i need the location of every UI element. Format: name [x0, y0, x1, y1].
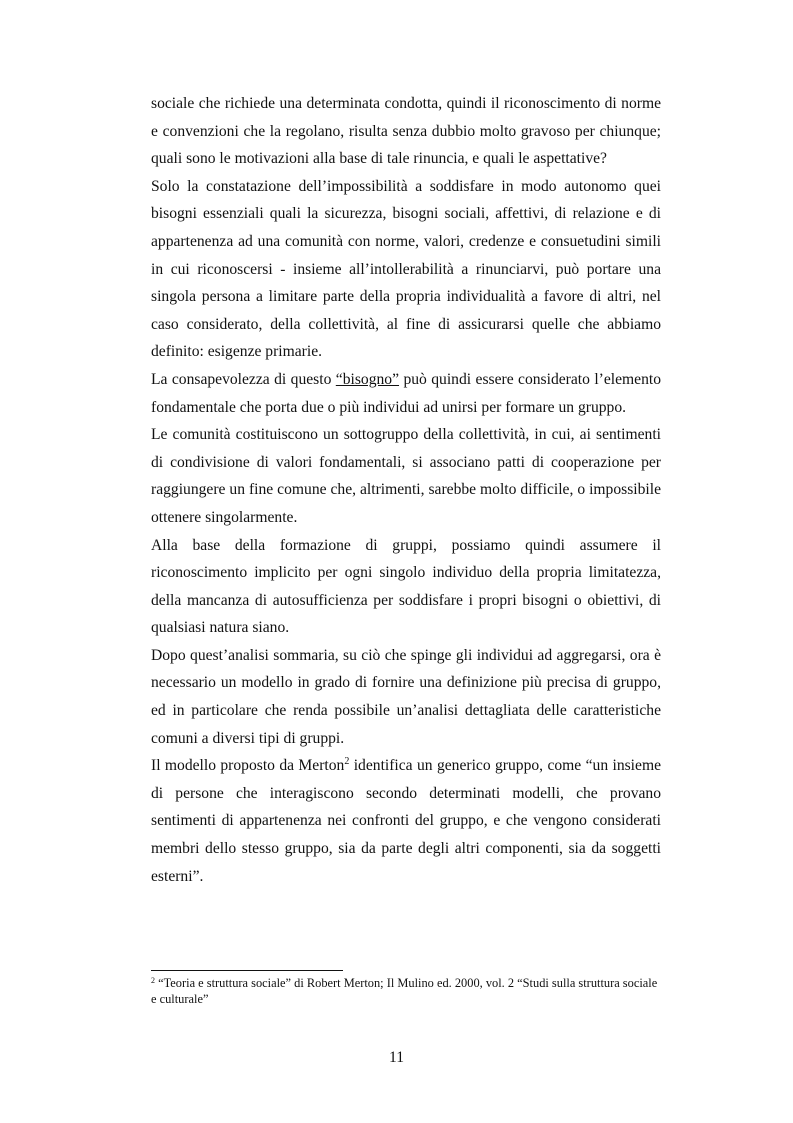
paragraph-3-start: La consapevolezza di questo [151, 370, 336, 388]
paragraph-6: Dopo quest’analisi sommaria, su ciò che spinge gli individui ad aggregarsi, ora è necessario un modello in grado di fornire una definizione più precisa di gruppo, ed in particolare che renda possibile un’analisi dettagliata delle caratteristiche comuni a diversi tipi di gruppi. [151, 646, 661, 747]
paragraph-2: Solo la constatazione dell’impossibilità a soddisfare in modo autonomo quei bisogni essenziali quali la sicurezza, bisogni sociali, affettivi, di relazione e di appartenenza ad una comunità con norme, valori, credenze e consuetudini simili in cui riconoscersi - insieme all’intollerabilità a rinunciarvi, può portare una singola persona a limitare parte della propria individualità a favore di altri, nel caso considerato, della collettività, al fine di assicurarsi quelle che abbiamo definito: esigenze primarie. [151, 177, 661, 361]
paragraph-4: Le comunità costituiscono un sottogruppo della collettività, in cui, ai sentimenti di condivisione di valori fondamentali, si associano patti di cooperazione per raggiungere un fine comune che, altrimenti, sarebbe molto difficile, o impossibile ottenere singolarmente. [151, 426, 661, 526]
bisogno-underlined: “bisogno” [335, 370, 400, 388]
paragraph-3-end: può quindi essere considerato l’elemento fondamentale che porta due o più individui ad unirsi per formare un gruppo. [151, 370, 662, 416]
paragraph-5: Alla base della formazione di gruppi, possiamo quindi assumere il riconoscimento implicito per ogni singolo individuo della propria limitatezza, della mancanza di autosufficienza per soddisfare i propri bisogni o obiettivi, di qualsiasi natura siano. [151, 536, 661, 637]
page-number: 11 [388, 1049, 404, 1066]
footnote-marker: 2 [151, 976, 155, 985]
body-text [151, 90, 661, 890]
footnote-separator [151, 970, 343, 971]
footnote-reference[interactable]: 2 [344, 756, 350, 768]
paragraph-7-start: Il modello proposto da Merton [151, 757, 345, 775]
footnote-text: “Teoria e struttura sociale” di Robert Merton; Il Mulino ed. 2000, vol. 2 “Studi sulla struttura sociale e culturale” [151, 976, 658, 1006]
paragraph-7-end: identifica un generico gruppo, come “un insieme di persone che interagiscono secondo determinati modelli, che provano sentimenti di appartenenza nei confronti del gruppo, e che vengono considerati membri dello stesso gruppo, sia da parte degli altri componenti, sia da soggetti esterni”. [151, 757, 661, 885]
footnote [151, 975, 661, 1007]
paragraph-7 [151, 752, 661, 890]
paragraph-1: sociale che richiede una determinata condotta, quindi il riconoscimento di norme e convenzioni che la regolano, risulta senza dubbio molto gravoso per chiunque; quali sono le motivazioni alla base di tale rinuncia, e quali le aspettative? [151, 95, 661, 168]
paragraph-3 [151, 366, 661, 421]
